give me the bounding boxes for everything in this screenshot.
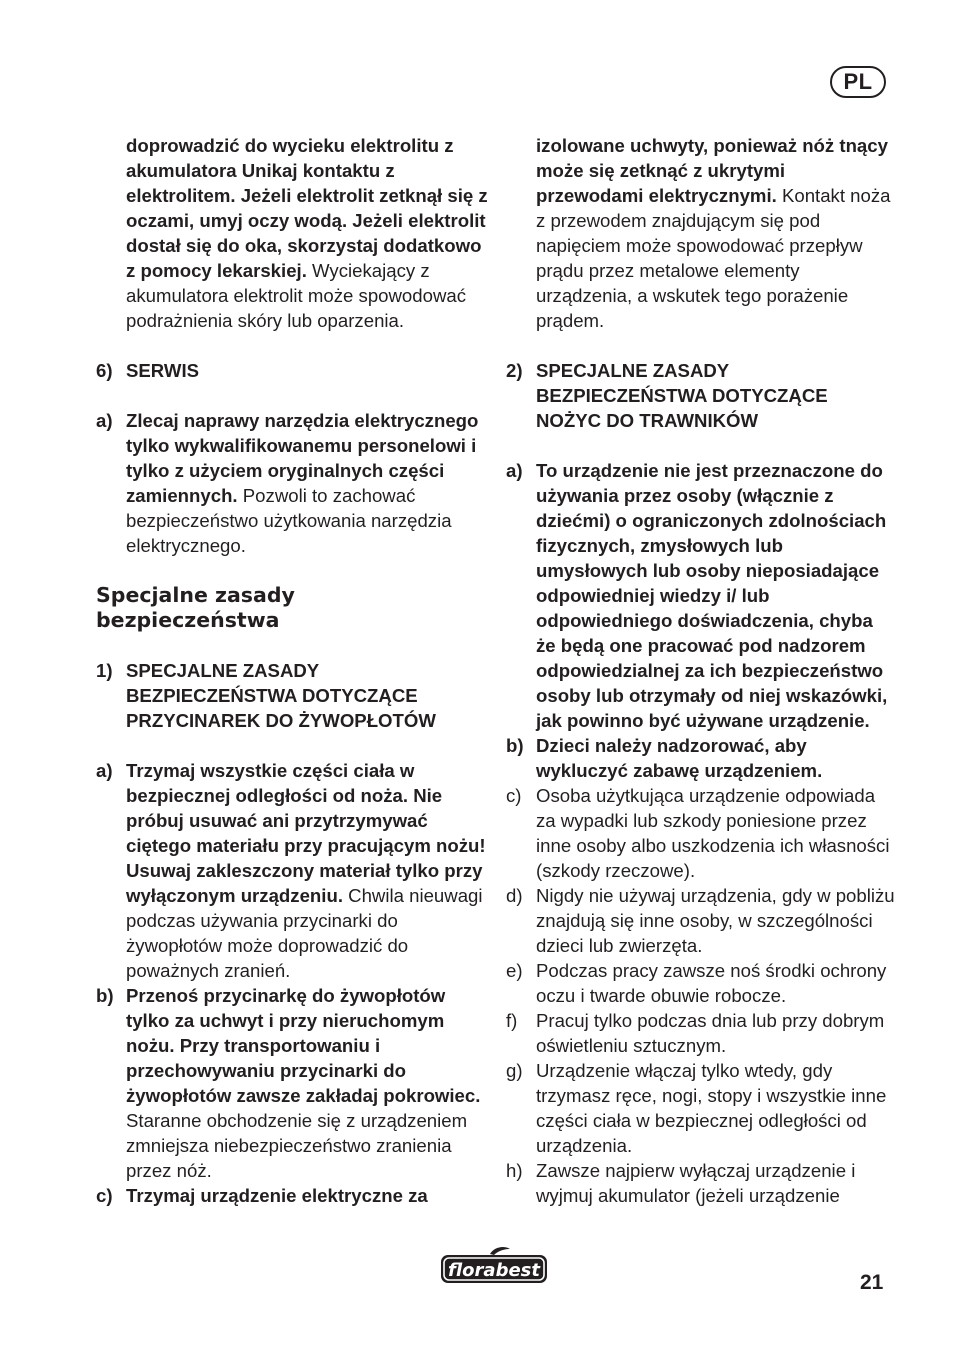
item-marker: b) (506, 735, 524, 756)
item-bold-text: Zlecaj naprawy narzędzia elektrycznego tylko wykwalifikowanemu personelowi i tylko z użyciem oryginalnych części zamiennych. (126, 410, 479, 506)
section-number: 2) (506, 360, 523, 381)
right-column (506, 133, 896, 1208)
language-badge: PL (830, 66, 886, 98)
subheading: Specjalne zasady bezpieczeństwa (96, 583, 295, 632)
list-item (96, 408, 488, 558)
continued-paragraph (506, 133, 896, 333)
item-marker: f) (506, 1010, 518, 1031)
item-bold-text: Trzymaj urządzenie elektryczne za (126, 1185, 428, 1206)
page-number: 21 (860, 1271, 884, 1294)
item-text: Zawsze najpierw wyłączaj urządzenie i wyjmuj akumulator (jeżeli urządzenie (536, 1160, 856, 1206)
item-marker: a) (96, 410, 113, 431)
continued-bold-text: izolowane uchwyty, ponieważ nóż tnący może się zetknąć z ukrytymi przewodami elektrycznymi. (536, 135, 888, 206)
list-item (96, 758, 488, 983)
section-number: 1) (96, 660, 113, 681)
item-text: Nigdy nie używaj urządzenia, gdy w pobliżu znajdują się inne osoby, w szczególności dzieci lub zwierzęta. (536, 885, 895, 956)
item-marker: e) (506, 960, 523, 981)
item-marker: d) (506, 885, 523, 906)
item-text: Pracuj tylko podczas dnia lub przy dobrym oświetleniu sztucznym. (536, 1010, 885, 1056)
continued-normal-text: Kontakt noża z przewodem znajdującym się pod napięciem może spowodować przepływ prądu przez metalowe elementy urządzenia, a wskutek tego porażenie prądem. (536, 185, 891, 331)
intro-paragraph (96, 133, 488, 333)
list-item (506, 783, 896, 883)
item-marker: b) (96, 985, 114, 1006)
item-text: Podczas pracy zawsze noś środki ochrony oczu i twarde obuwie robocze. (536, 960, 887, 1006)
item-bold-text: Przenoś przycinarkę do żywopłotów tylko za uchwyt i przy nieruchomym nożu. Przy transportowaniu i przechowywaniu przycinarki do żywopłotów zawsze zakładaj pokrowiec. (126, 985, 481, 1106)
list-item (506, 1058, 896, 1158)
list-item (506, 1008, 896, 1058)
left-column (96, 133, 488, 1208)
item-text: Urządzenie włączaj tylko wtedy, gdy trzymasz ręce, nogi, stopy i wszystkie inne części ciała w bezpiecznej odległości od urządzenia. (536, 1060, 887, 1156)
section-title: SERWIS (126, 360, 200, 381)
section-heading-service (96, 358, 488, 383)
item-text: Dzieci należy nadzorować, aby wykluczyć zabawę urządzeniem. (536, 735, 823, 781)
list-item (506, 883, 896, 958)
section-heading-lawn-shears (506, 358, 896, 433)
item-text: To urządzenie nie jest przeznaczone do używania przez osoby (włącznie z dziećmi) o ograniczonych zdolnościach fizycznych, zmysłowych lub umysłowych lub osoby nieposiadające odpowiedniej wiedzy i/ lub odpowiedniego doświadczenia, chyba że będą one pracować pod nadzorem odpowiedzialnej za ich bezpieczeństwo osoby lub otrzymały od niej wskazówki, jak powinno być używane urządzenie. (536, 460, 888, 731)
list-item (96, 983, 488, 1183)
list-item (506, 958, 896, 1008)
item-marker: c) (506, 785, 522, 806)
section-title: SPECJALNE ZASADY BEZPIECZEŃSTWA DOTYCZĄCE NOŻYC DO TRAWNIKÓW (536, 360, 828, 431)
item-text: Osoba użytkująca urządzenie odpowiada za wypadki lub szkody poniesione przez inne osoby albo uszkodzenia ich własności (szkody rzeczowe). (536, 785, 890, 881)
list-item (96, 1183, 488, 1208)
section-heading-hedge-trimmers (96, 658, 488, 733)
section-title: SPECJALNE ZASADY BEZPIECZEŃSTWA DOTYCZĄCE PRZYCINAREK DO ŻYWOPŁOTÓW (126, 660, 436, 731)
item-marker: g) (506, 1060, 523, 1081)
list-item (506, 733, 896, 783)
florabest-logo (438, 1246, 550, 1286)
section-number: 6) (96, 360, 113, 381)
item-marker: c) (96, 1185, 113, 1206)
item-normal-text: Staranne obchodzenie się z urządzeniem zmniejsza niebezpieczeństwo zranienia przez nóż. (126, 1110, 468, 1181)
item-marker: a) (96, 760, 113, 781)
intro-normal-text: Wyciekający z akumulatora elektrolit może spowodować podrażnienia skóry lub oparzenia. (126, 260, 467, 331)
item-normal-text: Pozwoli to zachować bezpieczeństwo użytkowania narzędzia elektrycznego. (126, 485, 452, 556)
intro-bold-text: doprowadzić do wycieku elektrolitu z akumulatora Unikaj kontaktu z elektrolitem. Jeżeli elektrolit zetknął się z oczami, umyj oczy wodą. Jeżeli elektrolit dostał się do oka, skorzystaj dodatkowo z pomocy lekarskiej. (126, 135, 488, 281)
item-normal-text: Chwila nieuwagi podczas używania przycinarki do żywopłotów może doprowadzić do poważnych zranień. (126, 885, 483, 981)
list-item (506, 1158, 896, 1208)
item-bold-text: Trzymaj wszystkie części ciała w bezpiecznej odległości od noża. Nie próbuj usuwać ani przytrzymywać ciętego materiału przy pracującym nożu! Usuwaj zakleszczony materiał tylko przy wyłączonym urządzeniu. (126, 760, 486, 906)
item-marker: a) (506, 460, 523, 481)
item-marker: h) (506, 1160, 523, 1181)
list-item (506, 458, 896, 733)
svg-text:florabest: florabest (448, 1260, 540, 1281)
